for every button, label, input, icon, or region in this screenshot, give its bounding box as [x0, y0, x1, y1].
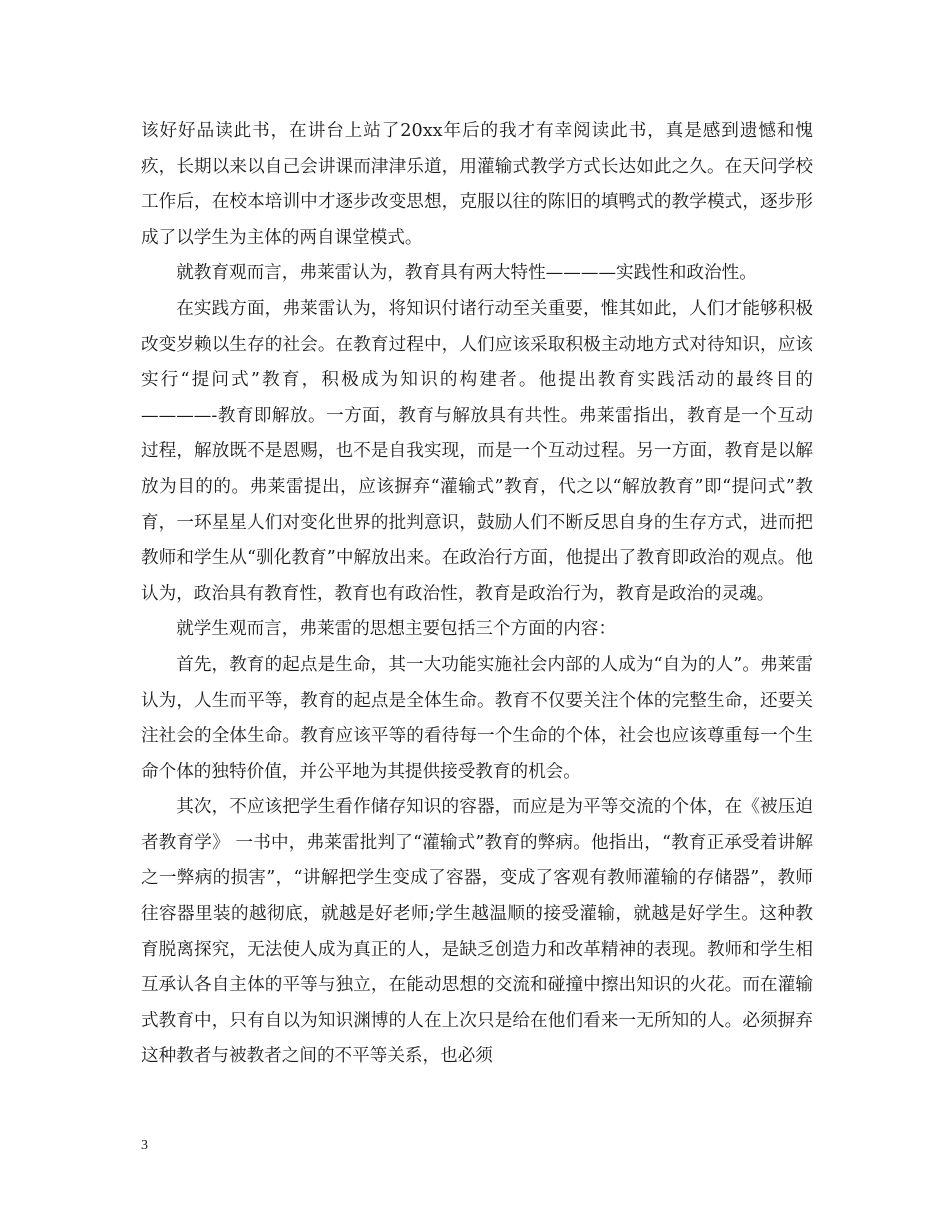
paragraph-education-view: 就教育观而言，弗莱雷认为，教育具有两大特性————实践性和政治性。 [176, 263, 757, 284]
paragraph-second-point: 其次，不应该把学生看作储存知识的容器，而应是为平等交流的个体，在《被压迫者教育学》 一书中，弗莱雷批判了“灌输式”教育的弊病。他指出，“教育正承受着讲解之一弊病的损害”，“讲解把学生变成了容器，变成了客观有教师灌输的存储器”，教师往容器里装的越彻底，就越是好老师;学生越温顺的接受灌输，就越是好学生。这种教育脱离探究，无法使人成为真正的人，是缺乏创造力和改革精神的表现。教师和学生相互承认各自主体的平等与独立，在能动思想的交流和碰撞中擦出知识的火花。而在灌输式教育中，只有自以为知识渊博的人在上次只是给在他们看来一无所知的人。必须摒弃这种教者与被教者之间的不平等关系，也必须 [141, 797, 813, 1067]
paragraph-first-point: 首先，教育的起点是生命，其一大功能实施社会内部的人成为“自为的人”。弗莱雷认为，人生而平等，教育的起点是全体生命。教育不仅要关注个体的完整生命，还要关注社会的全体生命。教育应该平等的看待每一个生命的个体，社会也应该尊重每一个生命个体的独特价值，并公平地为其提供接受教育的机会。 [141, 654, 813, 782]
paragraph-continued: 该好好品读此书，在讲台上站了20xx年后的我才有幸阅读此书，真是感到遗憾和愧疚，长期以来以自己会讲课而津津乐道，用灌输式教学方式长达如此之久。在天问学校工作后，在校本培训中才逐步改变思想，克服以往的陈旧的填鸭式的教学模式，逐步形成了以学生为主体的两自课堂模式。 [141, 121, 813, 248]
paragraph-student-view: 就学生观而言，弗莱雷的思想主要包括三个方面的内容： [176, 619, 617, 640]
page-body [141, 114, 813, 1075]
paragraph-practice: 在实践方面，弗莱雷认为，将知识付诸行动至关重要，惟其如此，人们才能够积极改变岁赖以生存的社会。在教育过程中，人们应该采取积极主动地方式对待知识，应该实行“提问式”教育，积极成为知识的构建者。他提出教育实践活动的最终目的————-教育即解放。一方面，教育与解放具有共性。弗莱雷指出，教育是一个互动过程，解放既不是恩赐，也不是自我实现，而是一个互动过程。另一方面，教育是以解放为目的的。弗莱雷提出，应该摒弃“灌输式”教育，代之以“解放教育”即“提问式”教育，一环星星人们对变化世界的批判意识，鼓励人们不断反思自身的生存方式，进而把教师和学生从“驯化教育”中解放出来。在政治行方面，他提出了教育即政治的观点。他认为，政治具有教育性，教育也有政治性，教育是政治行为，教育是政治的灵魂。 [141, 298, 813, 604]
page-number: 3 [141, 1138, 148, 1153]
